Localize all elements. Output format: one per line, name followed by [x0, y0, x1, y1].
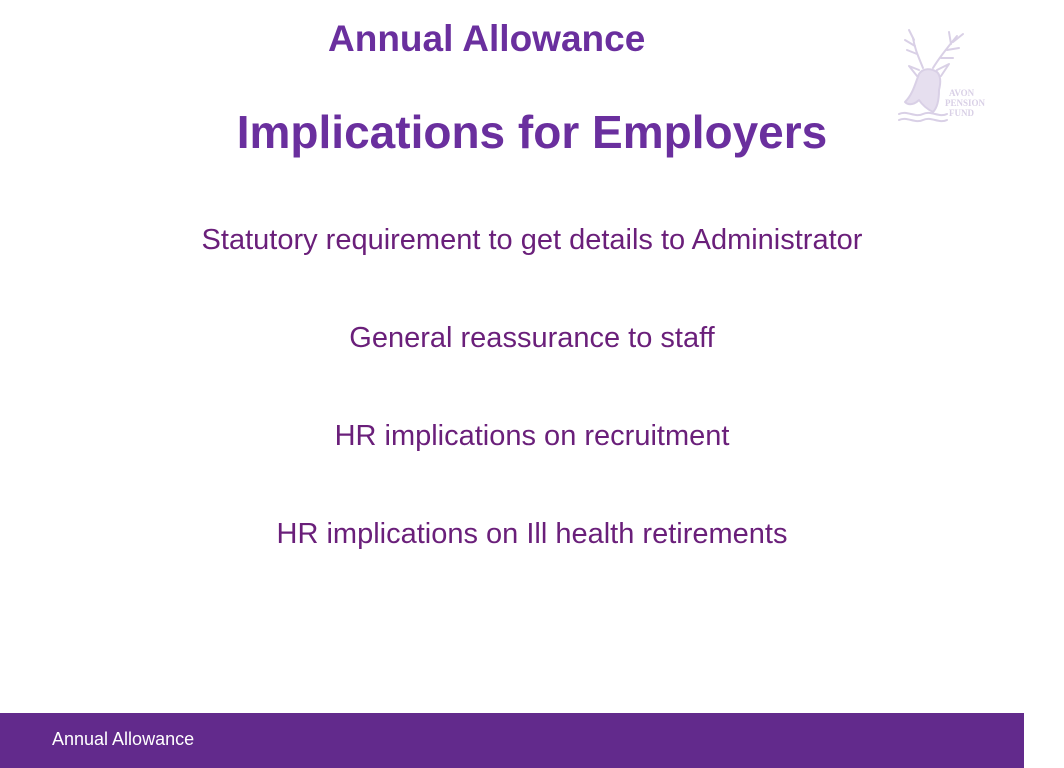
logo-text-line-3: FUND — [949, 108, 974, 118]
slide-heading: Annual Allowance — [328, 18, 646, 59]
slide-subheading: Implications for Employers — [236, 106, 828, 158]
bullet-item: HR implications on recruitment — [334, 420, 730, 452]
bullet-item: General reassurance to staff — [349, 322, 715, 354]
bullet-list — [0, 220, 1064, 612]
footer-bar — [0, 713, 1024, 768]
logo-text-line-2: PENSION — [945, 98, 986, 108]
logo-text-line-1: AVON — [949, 88, 975, 98]
bullet-item: Statutory requirement to get details to Administrator — [201, 224, 863, 256]
bullet-item: HR implications on Ill health retirements — [276, 518, 788, 550]
footer-text: Annual Allowance — [52, 729, 195, 749]
